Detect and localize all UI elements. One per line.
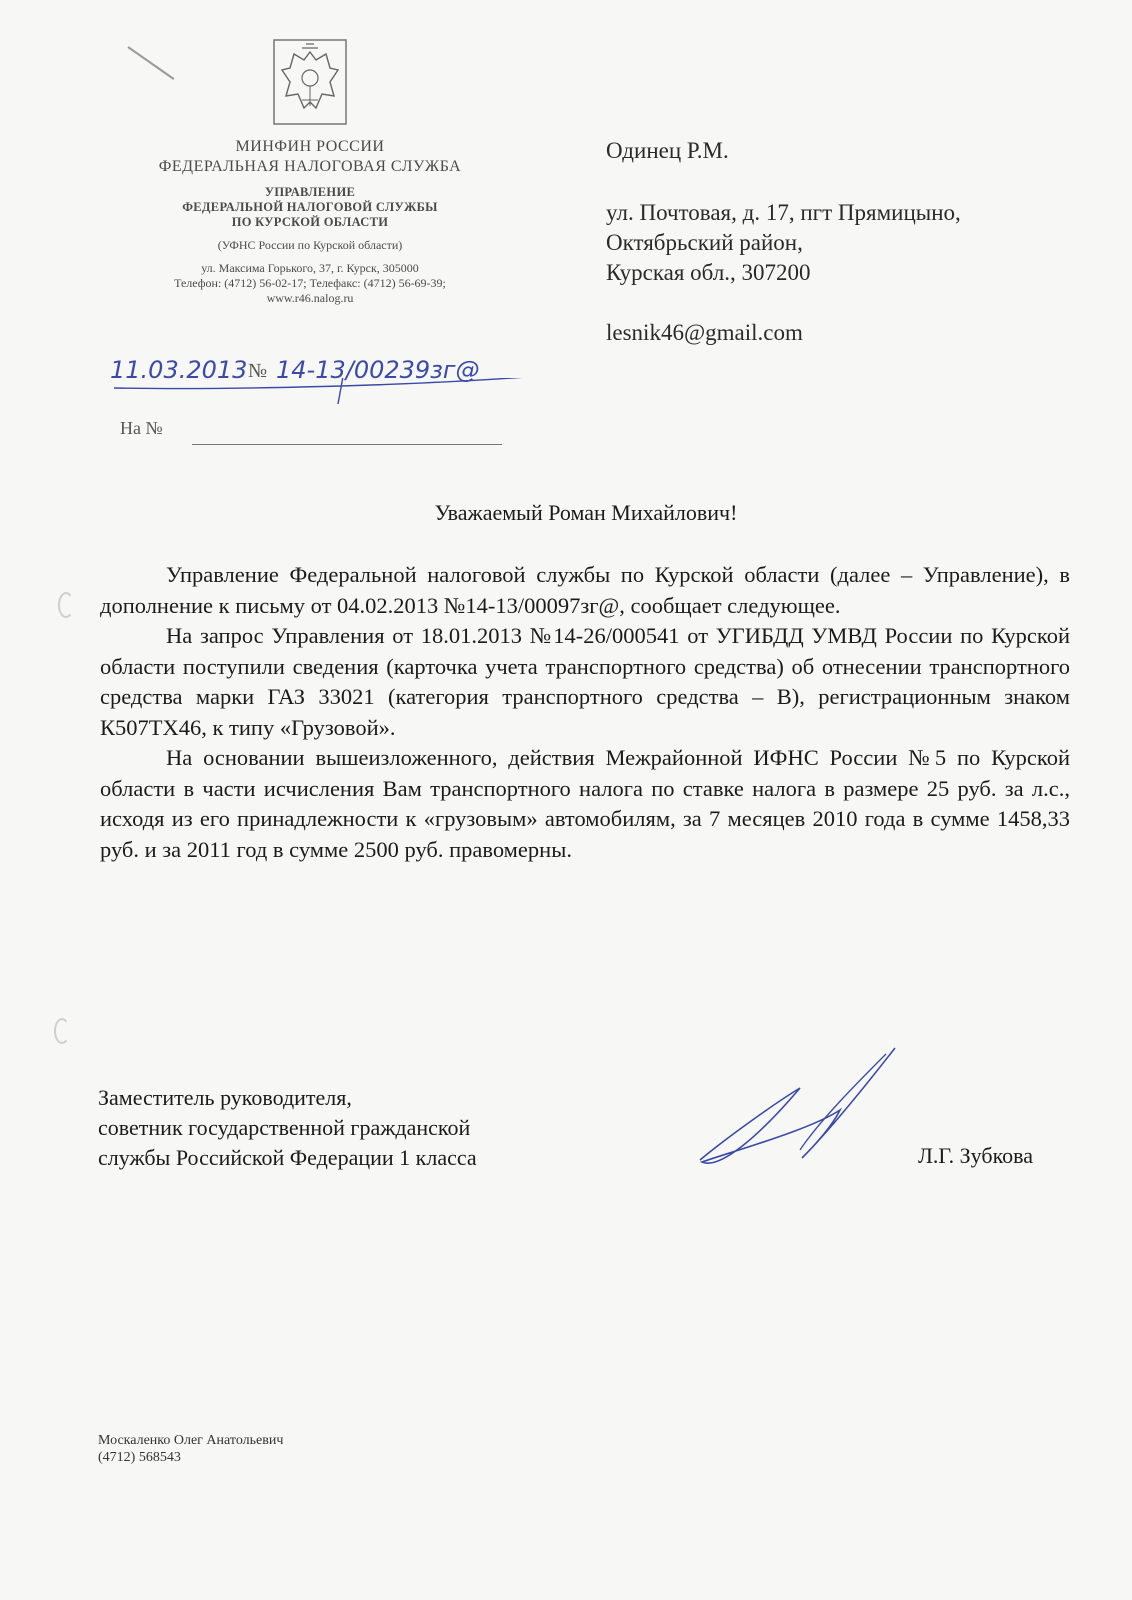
registration-line [110, 356, 550, 406]
body-paragraph: Управление Федеральной налоговой службы по Курской области (далее – Управление), в дополнение к письму от 04.02.2013 №14-13/00097зг@, сообщает следующее. [100, 562, 1070, 618]
punch-hole-mark [58, 592, 74, 618]
recipient-address-line: Курская обл., 307200 [606, 260, 811, 285]
registration-date: 11.03.2013 [110, 356, 248, 384]
recipient-address-line: ул. Почтовая, д. 17, пгт Прямицыно, [606, 200, 961, 225]
executor-info [98, 1432, 283, 1466]
position-line: службы Российской Федерации 1 класса [98, 1145, 477, 1170]
department-website: www.r46.nalog.ru [266, 291, 354, 305]
department-phones: Телефон: (4712) 56-02-17; Телефакс: (4712) 56-69-39; [174, 276, 446, 290]
body-paragraph: На запрос Управления от 18.01.2013 №14-26/000541 от УГИБДД УМВД России по Курской области поступили сведения (карточка учета транспортного средства) об отнесении транспортного средства марки ГАЗ 33021 (категория транспортного средства – В), регистрационным знаком К507ТХ46, к типу «Грузовой». [100, 623, 1070, 740]
signatory-position [98, 1083, 477, 1173]
recipient-address-line: Октябрьский район, [606, 230, 803, 255]
department-line: ФЕДЕРАЛЬНОЙ НАЛОГОВОЙ СЛУЖБЫ [182, 200, 438, 214]
department-short-name: (УФНС России по Курской области) [217, 238, 403, 252]
body-paragraph: На основании вышеизложенного, действия Межрайонной ИФНС России №5 по Курской области в части исчисления Вам транспортного налога по ставке налога в размере 25 руб. за л.с., исходя из его принадлежности к «грузовым» автомобилям, за 7 месяцев 2010 года в сумме 1458,33 руб. и за 2011 год в сумме 2500 руб. правомерны. [100, 745, 1070, 862]
position-line: советник государственной гражданской [98, 1115, 471, 1140]
signatory-name: Л.Г. Зубкова [918, 1143, 1034, 1168]
position-line: Заместитель руководителя, [98, 1085, 352, 1110]
handwritten-underline [110, 378, 550, 408]
punch-hole-mark [54, 1018, 70, 1044]
department-address: ул. Максима Горького, 37, г. Курск, 305000 [201, 261, 419, 275]
recipient-email: lesnik46@gmail.com [606, 320, 803, 345]
greeting: Уважаемый Роман Михайлович! [434, 500, 738, 525]
registration-number: 14-13/00239зг@ [276, 356, 480, 384]
letterhead [120, 38, 500, 306]
number-label: № [248, 360, 268, 382]
recipient-name: Одинец Р.М. [606, 138, 729, 163]
department-line: УПРАВЛЕНИЕ [264, 185, 356, 199]
service-name: ФЕДЕРАЛЬНАЯ НАЛОГОВАЯ СЛУЖБА [158, 158, 462, 175]
department-line: ПО КУРСКОЙ ОБЛАСТИ [231, 215, 389, 229]
handwritten-signature [690, 1040, 920, 1180]
ministry-name: МИНФИН РОССИИ [235, 138, 385, 155]
executor-phone: (4712) 568543 [98, 1450, 181, 1465]
reply-to-label: На № [120, 418, 163, 438]
reply-to-line [192, 444, 502, 445]
letter-body [100, 560, 1070, 865]
coat-of-arms-icon [272, 38, 348, 126]
executor-name: Москаленко Олег Анатольевич [98, 1433, 284, 1448]
